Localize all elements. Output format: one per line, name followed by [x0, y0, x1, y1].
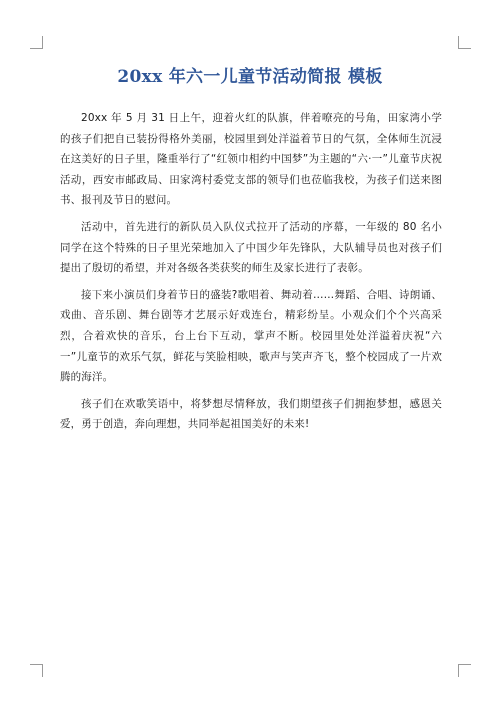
crop-mark-bottom-left: [30, 664, 43, 677]
crop-mark-top-left: [30, 36, 43, 49]
paragraph-2: 活动中，首先进行的新队员入队仪式拉开了活动的序幕，一年级的 80 名小同学在这个特殊的日子里光荣地加入了中国少年先锋队，大队辅导员也对孩子们提出了殷切的希望，并对各级各类获奖的师生及家长进行了表彰。: [60, 220, 442, 275]
document-title: 20xx 年六一儿童节活动简报 模板: [117, 67, 383, 87]
paragraph-3: 接下来小演员们身着节日的盛装?歌唱着、舞动着……舞蹈、合唱、诗朗诵、戏曲、音乐剧、舞台剧等才艺展示好戏连台，精彩纷呈。小观众们个个兴高采烈，合着欢快的音乐，台上台下互动，掌声不断。校园里处处洋溢着庆祝“六一”儿童节的欢乐气氛，鲜花与笑脸相映，歌声与笑声齐飞，整个校园成了一片欢腾的海洋。: [60, 288, 442, 384]
paragraph-4: 孩子们在欢歌笑语中，将梦想尽情释放，我们期望孩子们拥抱梦想，感恩关爱，勇于创造，奔向理想，共同举起祖国美好的未来!: [60, 397, 442, 431]
crop-mark-top-right: [458, 36, 471, 49]
document-body: [60, 108, 442, 441]
crop-mark-bottom-right: [458, 664, 471, 677]
paragraph-1: 20xx 年 5 月 31 日上午，迎着火红的队旗，伴着嘹亮的号角，田家湾小学的孩子们把自已装扮得格外美丽，校园里到处洋溢着节日的气氛，全体师生沉浸在这美好的日子里，隆重举行了“红领巾相约中国梦”为主题的“六·一”儿童节庆祝活动，西安市邮政局、田家湾村委党支部的领导们也莅临我校，为孩子们送来图书、报刊及节日的慰问。: [60, 112, 442, 207]
